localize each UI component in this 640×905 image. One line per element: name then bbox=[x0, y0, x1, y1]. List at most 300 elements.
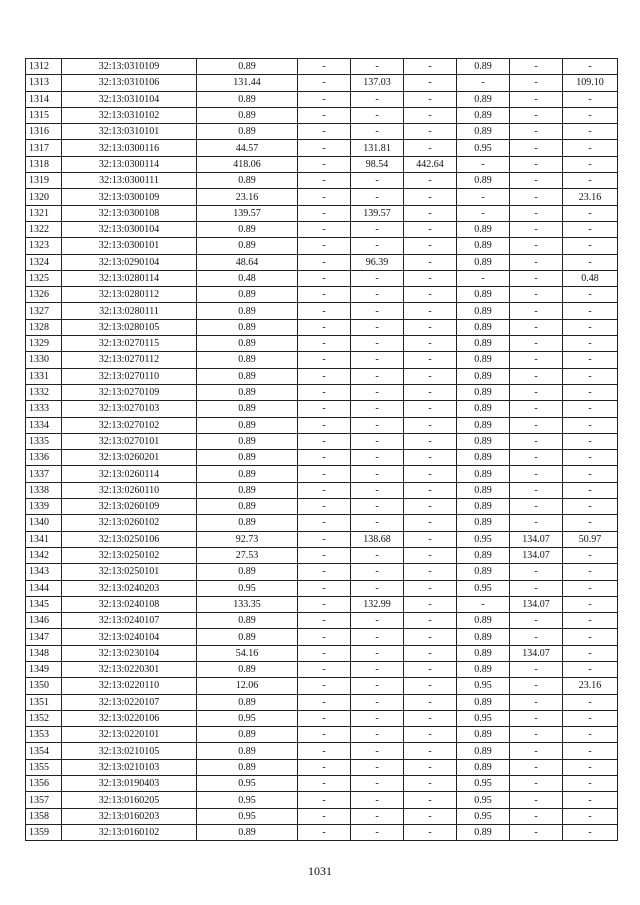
cadastral-number-cell: 32:13:0220106 bbox=[62, 710, 197, 726]
value-cell-7: - bbox=[563, 417, 618, 433]
value-cell-5: - bbox=[457, 205, 510, 221]
cadastral-number-cell: 32:13:0220110 bbox=[62, 678, 197, 694]
value-cell-1: 0.89 bbox=[197, 727, 298, 743]
value-cell-5: 0.95 bbox=[457, 531, 510, 547]
value-cell-4: - bbox=[404, 792, 457, 808]
cadastral-number-cell: 32:13:0240108 bbox=[62, 596, 197, 612]
cadastral-number-cell: 32:13:0290104 bbox=[62, 254, 197, 270]
value-cell-4: - bbox=[404, 336, 457, 352]
row-number-cell: 1321 bbox=[26, 205, 62, 221]
table-row bbox=[26, 59, 618, 75]
value-cell-4: - bbox=[404, 417, 457, 433]
value-cell-2: - bbox=[298, 499, 351, 515]
value-cell-3: 96.39 bbox=[351, 254, 404, 270]
value-cell-5: - bbox=[457, 596, 510, 612]
value-cell-7: - bbox=[563, 433, 618, 449]
value-cell-4: - bbox=[404, 727, 457, 743]
cadastral-number-cell: 32:13:0310101 bbox=[62, 124, 197, 140]
value-cell-5: 0.89 bbox=[457, 564, 510, 580]
value-cell-4: - bbox=[404, 238, 457, 254]
cadastral-number-cell: 32:13:0270103 bbox=[62, 401, 197, 417]
value-cell-2: - bbox=[298, 482, 351, 498]
value-cell-5: 0.89 bbox=[457, 254, 510, 270]
table-row bbox=[26, 107, 618, 123]
value-cell-2: - bbox=[298, 384, 351, 400]
table-row bbox=[26, 743, 618, 759]
value-cell-1: 0.89 bbox=[197, 124, 298, 140]
value-cell-3: - bbox=[351, 433, 404, 449]
value-cell-6: - bbox=[510, 352, 563, 368]
value-cell-4: 442.64 bbox=[404, 156, 457, 172]
value-cell-2: - bbox=[298, 531, 351, 547]
value-cell-7: - bbox=[563, 352, 618, 368]
value-cell-1: 0.89 bbox=[197, 303, 298, 319]
cadastral-number-cell: 32:13:0160205 bbox=[62, 792, 197, 808]
value-cell-3: - bbox=[351, 221, 404, 237]
value-cell-1: 12.06 bbox=[197, 678, 298, 694]
value-cell-3: 137.03 bbox=[351, 75, 404, 91]
row-number-cell: 1313 bbox=[26, 75, 62, 91]
table-row bbox=[26, 433, 618, 449]
table-row bbox=[26, 401, 618, 417]
value-cell-1: 44.57 bbox=[197, 140, 298, 156]
row-number-cell: 1314 bbox=[26, 91, 62, 107]
value-cell-5: 0.89 bbox=[457, 482, 510, 498]
value-cell-6: - bbox=[510, 808, 563, 824]
value-cell-5: 0.89 bbox=[457, 824, 510, 840]
cadastral-number-cell: 32:13:0300111 bbox=[62, 173, 197, 189]
value-cell-5: 0.89 bbox=[457, 629, 510, 645]
row-number-cell: 1325 bbox=[26, 270, 62, 286]
value-cell-4: - bbox=[404, 91, 457, 107]
value-cell-2: - bbox=[298, 564, 351, 580]
value-cell-6: - bbox=[510, 792, 563, 808]
cadastral-number-cell: 32:13:0260114 bbox=[62, 466, 197, 482]
value-cell-4: - bbox=[404, 776, 457, 792]
row-number-cell: 1334 bbox=[26, 417, 62, 433]
value-cell-5: 0.95 bbox=[457, 678, 510, 694]
value-cell-4: - bbox=[404, 368, 457, 384]
table-body bbox=[26, 59, 618, 841]
value-cell-3: - bbox=[351, 189, 404, 205]
value-cell-6: - bbox=[510, 140, 563, 156]
value-cell-6: - bbox=[510, 417, 563, 433]
value-cell-1: 0.89 bbox=[197, 319, 298, 335]
table-row bbox=[26, 173, 618, 189]
value-cell-5: 0.95 bbox=[457, 710, 510, 726]
value-cell-7: - bbox=[563, 645, 618, 661]
row-number-cell: 1350 bbox=[26, 678, 62, 694]
cadastral-number-cell: 32:13:0250106 bbox=[62, 531, 197, 547]
table-row bbox=[26, 205, 618, 221]
table-row bbox=[26, 189, 618, 205]
value-cell-7: - bbox=[563, 661, 618, 677]
value-cell-7: - bbox=[563, 238, 618, 254]
value-cell-1: 139.57 bbox=[197, 205, 298, 221]
row-number-cell: 1358 bbox=[26, 808, 62, 824]
value-cell-7: - bbox=[563, 466, 618, 482]
value-cell-4: - bbox=[404, 450, 457, 466]
value-cell-2: - bbox=[298, 743, 351, 759]
data-table bbox=[25, 58, 618, 841]
value-cell-3: - bbox=[351, 368, 404, 384]
value-cell-7: - bbox=[563, 140, 618, 156]
cadastral-number-cell: 32:13:0300114 bbox=[62, 156, 197, 172]
value-cell-6: 134.07 bbox=[510, 531, 563, 547]
row-number-cell: 1329 bbox=[26, 336, 62, 352]
value-cell-5: 0.89 bbox=[457, 433, 510, 449]
value-cell-7: - bbox=[563, 613, 618, 629]
value-cell-5: 0.89 bbox=[457, 287, 510, 303]
table-row bbox=[26, 808, 618, 824]
cadastral-number-cell: 32:13:0270110 bbox=[62, 368, 197, 384]
value-cell-2: - bbox=[298, 727, 351, 743]
table-row bbox=[26, 694, 618, 710]
value-cell-2: - bbox=[298, 580, 351, 596]
value-cell-1: 0.89 bbox=[197, 417, 298, 433]
value-cell-3: - bbox=[351, 270, 404, 286]
value-cell-6: - bbox=[510, 564, 563, 580]
row-number-cell: 1356 bbox=[26, 776, 62, 792]
value-cell-1: 92.73 bbox=[197, 531, 298, 547]
table-row bbox=[26, 156, 618, 172]
value-cell-1: 0.89 bbox=[197, 661, 298, 677]
value-cell-6: - bbox=[510, 221, 563, 237]
value-cell-4: - bbox=[404, 613, 457, 629]
value-cell-2: - bbox=[298, 352, 351, 368]
value-cell-3: - bbox=[351, 482, 404, 498]
table-row bbox=[26, 759, 618, 775]
table-row bbox=[26, 629, 618, 645]
value-cell-5: 0.89 bbox=[457, 91, 510, 107]
table-row bbox=[26, 710, 618, 726]
value-cell-6: - bbox=[510, 287, 563, 303]
row-number-cell: 1354 bbox=[26, 743, 62, 759]
value-cell-5: 0.95 bbox=[457, 776, 510, 792]
value-cell-3: - bbox=[351, 384, 404, 400]
value-cell-5: 0.89 bbox=[457, 645, 510, 661]
value-cell-1: 0.89 bbox=[197, 515, 298, 531]
value-cell-1: 133.35 bbox=[197, 596, 298, 612]
value-cell-1: 27.53 bbox=[197, 547, 298, 563]
value-cell-3: - bbox=[351, 727, 404, 743]
value-cell-6: - bbox=[510, 384, 563, 400]
table-row bbox=[26, 547, 618, 563]
value-cell-5: - bbox=[457, 156, 510, 172]
value-cell-6: - bbox=[510, 75, 563, 91]
table-row bbox=[26, 824, 618, 840]
cadastral-number-cell: 32:13:0300116 bbox=[62, 140, 197, 156]
value-cell-5: 0.89 bbox=[457, 173, 510, 189]
table-row bbox=[26, 776, 618, 792]
value-cell-2: - bbox=[298, 450, 351, 466]
row-number-cell: 1326 bbox=[26, 287, 62, 303]
value-cell-6: - bbox=[510, 433, 563, 449]
value-cell-5: - bbox=[457, 75, 510, 91]
value-cell-1: 0.48 bbox=[197, 270, 298, 286]
value-cell-6: 134.07 bbox=[510, 547, 563, 563]
row-number-cell: 1352 bbox=[26, 710, 62, 726]
value-cell-6: - bbox=[510, 580, 563, 596]
value-cell-7: - bbox=[563, 759, 618, 775]
value-cell-3: - bbox=[351, 336, 404, 352]
value-cell-3: - bbox=[351, 287, 404, 303]
cadastral-number-cell: 32:13:0240104 bbox=[62, 629, 197, 645]
value-cell-3: 131.81 bbox=[351, 140, 404, 156]
cadastral-number-cell: 32:13:0250102 bbox=[62, 547, 197, 563]
value-cell-2: - bbox=[298, 124, 351, 140]
row-number-cell: 1359 bbox=[26, 824, 62, 840]
row-number-cell: 1322 bbox=[26, 221, 62, 237]
cadastral-number-cell: 32:13:0240107 bbox=[62, 613, 197, 629]
cadastral-number-cell: 32:13:0220301 bbox=[62, 661, 197, 677]
value-cell-6: - bbox=[510, 319, 563, 335]
value-cell-1: 0.89 bbox=[197, 336, 298, 352]
cadastral-number-cell: 32:13:0230104 bbox=[62, 645, 197, 661]
row-number-cell: 1320 bbox=[26, 189, 62, 205]
table-row bbox=[26, 531, 618, 547]
value-cell-1: 0.89 bbox=[197, 107, 298, 123]
value-cell-1: 0.89 bbox=[197, 221, 298, 237]
table-row bbox=[26, 287, 618, 303]
value-cell-7: - bbox=[563, 336, 618, 352]
row-number-cell: 1355 bbox=[26, 759, 62, 775]
value-cell-7: 109.10 bbox=[563, 75, 618, 91]
row-number-cell: 1353 bbox=[26, 727, 62, 743]
row-number-cell: 1340 bbox=[26, 515, 62, 531]
value-cell-6: - bbox=[510, 824, 563, 840]
value-cell-5: 0.89 bbox=[457, 401, 510, 417]
value-cell-5: 0.89 bbox=[457, 238, 510, 254]
value-cell-1: 0.95 bbox=[197, 776, 298, 792]
value-cell-4: - bbox=[404, 547, 457, 563]
value-cell-3: - bbox=[351, 466, 404, 482]
value-cell-6: - bbox=[510, 759, 563, 775]
value-cell-5: 0.89 bbox=[457, 661, 510, 677]
table-row bbox=[26, 270, 618, 286]
row-number-cell: 1357 bbox=[26, 792, 62, 808]
value-cell-2: - bbox=[298, 221, 351, 237]
value-cell-7: - bbox=[563, 515, 618, 531]
value-cell-1: 0.89 bbox=[197, 401, 298, 417]
value-cell-6: - bbox=[510, 694, 563, 710]
value-cell-6: - bbox=[510, 613, 563, 629]
value-cell-2: - bbox=[298, 759, 351, 775]
value-cell-4: - bbox=[404, 433, 457, 449]
value-cell-6: - bbox=[510, 107, 563, 123]
row-number-cell: 1349 bbox=[26, 661, 62, 677]
value-cell-6: - bbox=[510, 254, 563, 270]
row-number-cell: 1330 bbox=[26, 352, 62, 368]
value-cell-6: - bbox=[510, 270, 563, 286]
value-cell-3: - bbox=[351, 645, 404, 661]
value-cell-6: - bbox=[510, 303, 563, 319]
value-cell-7: - bbox=[563, 824, 618, 840]
cadastral-number-cell: 32:13:0280111 bbox=[62, 303, 197, 319]
value-cell-3: - bbox=[351, 401, 404, 417]
value-cell-6: 134.07 bbox=[510, 645, 563, 661]
value-cell-7: - bbox=[563, 450, 618, 466]
table-row bbox=[26, 352, 618, 368]
table-row bbox=[26, 645, 618, 661]
value-cell-3: - bbox=[351, 417, 404, 433]
table-row bbox=[26, 319, 618, 335]
value-cell-2: - bbox=[298, 368, 351, 384]
value-cell-4: - bbox=[404, 401, 457, 417]
cadastral-number-cell: 32:13:0310102 bbox=[62, 107, 197, 123]
value-cell-1: 0.89 bbox=[197, 759, 298, 775]
value-cell-3: - bbox=[351, 352, 404, 368]
row-number-cell: 1312 bbox=[26, 59, 62, 75]
row-number-cell: 1348 bbox=[26, 645, 62, 661]
value-cell-2: - bbox=[298, 613, 351, 629]
value-cell-4: - bbox=[404, 564, 457, 580]
table-row bbox=[26, 596, 618, 612]
value-cell-3: 138.68 bbox=[351, 531, 404, 547]
value-cell-5: 0.89 bbox=[457, 613, 510, 629]
value-cell-6: - bbox=[510, 189, 563, 205]
value-cell-5: 0.95 bbox=[457, 580, 510, 596]
value-cell-2: - bbox=[298, 319, 351, 335]
row-number-cell: 1332 bbox=[26, 384, 62, 400]
cadastral-number-cell: 32:13:0260102 bbox=[62, 515, 197, 531]
value-cell-7: - bbox=[563, 580, 618, 596]
table-row bbox=[26, 368, 618, 384]
value-cell-4: - bbox=[404, 824, 457, 840]
value-cell-6: - bbox=[510, 205, 563, 221]
value-cell-5: 0.89 bbox=[457, 547, 510, 563]
value-cell-7: - bbox=[563, 173, 618, 189]
table-row bbox=[26, 564, 618, 580]
table-row bbox=[26, 254, 618, 270]
value-cell-7: 23.16 bbox=[563, 678, 618, 694]
value-cell-7: - bbox=[563, 91, 618, 107]
cadastral-number-cell: 32:13:0260109 bbox=[62, 499, 197, 515]
value-cell-6: - bbox=[510, 156, 563, 172]
value-cell-7: - bbox=[563, 710, 618, 726]
row-number-cell: 1328 bbox=[26, 319, 62, 335]
value-cell-2: - bbox=[298, 661, 351, 677]
row-number-cell: 1324 bbox=[26, 254, 62, 270]
table-row bbox=[26, 140, 618, 156]
row-number-cell: 1343 bbox=[26, 564, 62, 580]
value-cell-1: 0.89 bbox=[197, 499, 298, 515]
value-cell-2: - bbox=[298, 336, 351, 352]
value-cell-5: 0.89 bbox=[457, 743, 510, 759]
value-cell-6: 134.07 bbox=[510, 596, 563, 612]
value-cell-1: 0.89 bbox=[197, 450, 298, 466]
table-row bbox=[26, 678, 618, 694]
row-number-cell: 1315 bbox=[26, 107, 62, 123]
value-cell-5: 0.89 bbox=[457, 221, 510, 237]
value-cell-3: - bbox=[351, 515, 404, 531]
value-cell-2: - bbox=[298, 401, 351, 417]
value-cell-2: - bbox=[298, 694, 351, 710]
value-cell-4: - bbox=[404, 759, 457, 775]
value-cell-2: - bbox=[298, 156, 351, 172]
value-cell-2: - bbox=[298, 417, 351, 433]
value-cell-5: 0.89 bbox=[457, 107, 510, 123]
value-cell-1: 418.06 bbox=[197, 156, 298, 172]
value-cell-5: 0.95 bbox=[457, 792, 510, 808]
value-cell-4: - bbox=[404, 710, 457, 726]
value-cell-4: - bbox=[404, 254, 457, 270]
value-cell-6: - bbox=[510, 776, 563, 792]
row-number-cell: 1339 bbox=[26, 499, 62, 515]
value-cell-6: - bbox=[510, 515, 563, 531]
value-cell-3: - bbox=[351, 59, 404, 75]
value-cell-1: 0.89 bbox=[197, 384, 298, 400]
value-cell-6: - bbox=[510, 238, 563, 254]
value-cell-1: 0.89 bbox=[197, 91, 298, 107]
value-cell-4: - bbox=[404, 75, 457, 91]
row-number-cell: 1318 bbox=[26, 156, 62, 172]
value-cell-7: - bbox=[563, 482, 618, 498]
value-cell-1: 0.95 bbox=[197, 580, 298, 596]
row-number-cell: 1335 bbox=[26, 433, 62, 449]
value-cell-1: 0.89 bbox=[197, 368, 298, 384]
value-cell-2: - bbox=[298, 629, 351, 645]
cadastral-number-cell: 32:13:0210103 bbox=[62, 759, 197, 775]
value-cell-1: 0.89 bbox=[197, 743, 298, 759]
value-cell-5: 0.89 bbox=[457, 124, 510, 140]
value-cell-4: - bbox=[404, 352, 457, 368]
value-cell-3: - bbox=[351, 499, 404, 515]
value-cell-3: - bbox=[351, 629, 404, 645]
value-cell-7: - bbox=[563, 384, 618, 400]
value-cell-2: - bbox=[298, 515, 351, 531]
value-cell-2: - bbox=[298, 645, 351, 661]
value-cell-7: - bbox=[563, 727, 618, 743]
value-cell-7: - bbox=[563, 59, 618, 75]
value-cell-4: - bbox=[404, 499, 457, 515]
value-cell-1: 0.89 bbox=[197, 59, 298, 75]
cadastral-number-cell: 32:13:0310104 bbox=[62, 91, 197, 107]
value-cell-1: 0.95 bbox=[197, 710, 298, 726]
value-cell-7: 50.97 bbox=[563, 531, 618, 547]
value-cell-7: - bbox=[563, 205, 618, 221]
cadastral-number-cell: 32:13:0220107 bbox=[62, 694, 197, 710]
value-cell-4: - bbox=[404, 140, 457, 156]
value-cell-2: - bbox=[298, 596, 351, 612]
cadastral-number-cell: 32:13:0240203 bbox=[62, 580, 197, 596]
table-row bbox=[26, 91, 618, 107]
value-cell-4: - bbox=[404, 189, 457, 205]
value-cell-2: - bbox=[298, 466, 351, 482]
row-number-cell: 1344 bbox=[26, 580, 62, 596]
value-cell-2: - bbox=[298, 59, 351, 75]
value-cell-2: - bbox=[298, 808, 351, 824]
value-cell-7: - bbox=[563, 303, 618, 319]
value-cell-1: 0.95 bbox=[197, 792, 298, 808]
table-row bbox=[26, 124, 618, 140]
value-cell-5: 0.89 bbox=[457, 417, 510, 433]
value-cell-6: - bbox=[510, 466, 563, 482]
value-cell-6: - bbox=[510, 661, 563, 677]
cadastral-number-cell: 32:13:0300108 bbox=[62, 205, 197, 221]
value-cell-4: - bbox=[404, 205, 457, 221]
value-cell-5: 0.89 bbox=[457, 59, 510, 75]
value-cell-4: - bbox=[404, 270, 457, 286]
value-cell-1: 0.89 bbox=[197, 466, 298, 482]
value-cell-4: - bbox=[404, 107, 457, 123]
value-cell-7: 23.16 bbox=[563, 189, 618, 205]
value-cell-7: - bbox=[563, 499, 618, 515]
value-cell-3: - bbox=[351, 580, 404, 596]
cadastral-number-cell: 32:13:0220101 bbox=[62, 727, 197, 743]
value-cell-5: - bbox=[457, 270, 510, 286]
cadastral-number-cell: 32:13:0260110 bbox=[62, 482, 197, 498]
